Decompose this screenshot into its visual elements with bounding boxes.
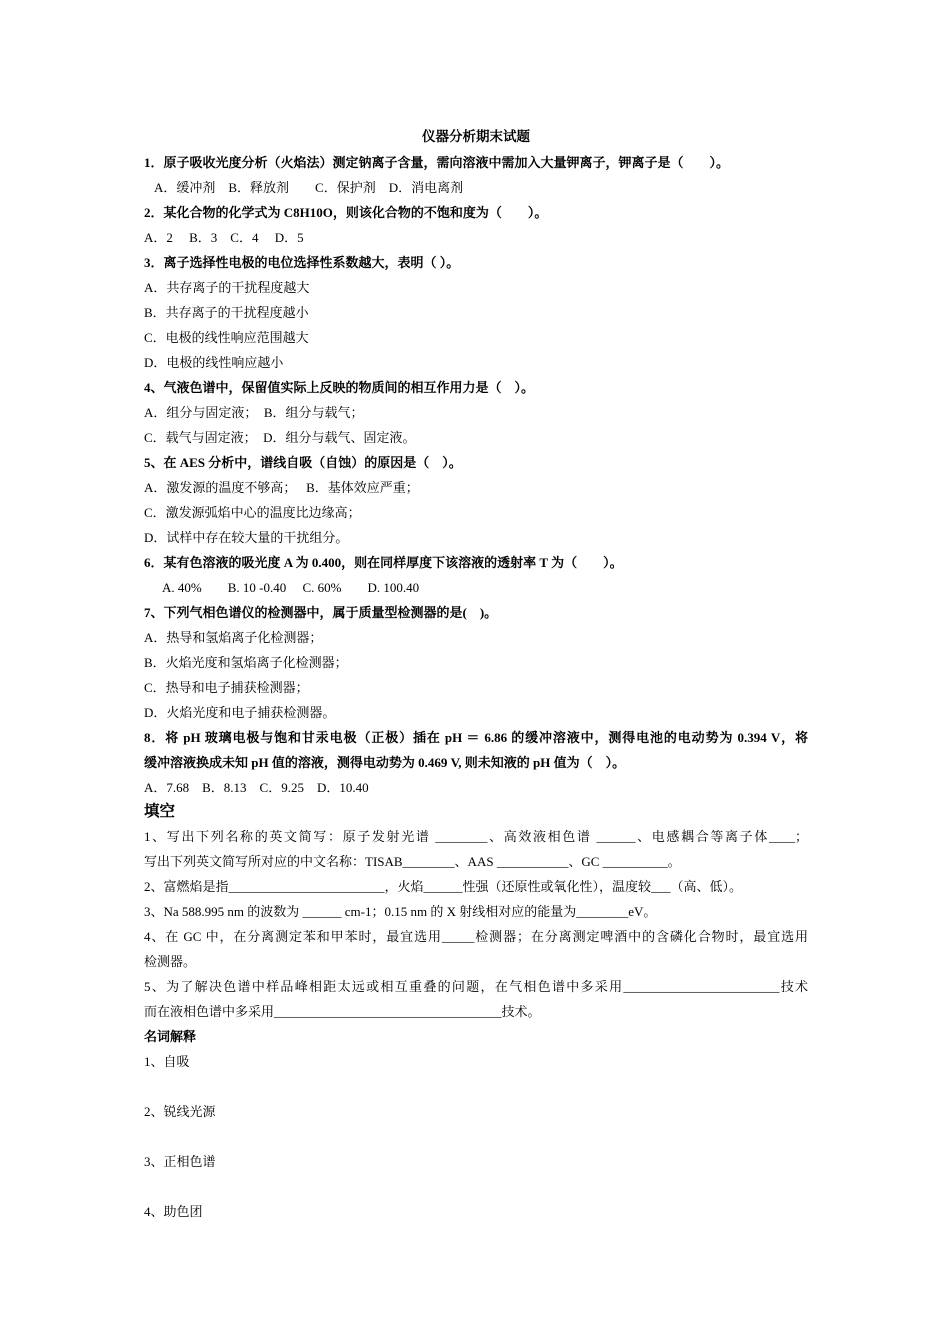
terms-section [144, 1049, 808, 1224]
fill-blank-line: 检测器。 [144, 954, 197, 969]
term-item: 4、助色团 [144, 1204, 203, 1219]
fill-blank-line: 而在液相色谱中多采用___________________________________技术。 [144, 1004, 541, 1019]
fill-blank-line: 5、为了解决色谱中样品峰相距太远或相互重叠的问题，在气相色谱中多采用________________________技术 [144, 979, 808, 994]
question-text: 5、在 AES 分析中，谱线自吸（自蚀）的原因是（ ）。 [144, 455, 462, 470]
option-text: A．2 B．3 C．4 D．5 [144, 230, 304, 245]
option-text: C．热导和电子捕获检测器； [144, 680, 309, 695]
question-text: 2．某化合物的化学式为 C8H10O，则该化合物的不饱和度为（ ）。 [144, 205, 548, 220]
exam-content [144, 127, 808, 1224]
option-text: D．试样中存在较大量的干扰组分。 [144, 530, 349, 545]
term-item: 2、锐线光源 [144, 1104, 216, 1119]
option-text: A．共存离子的干扰程度越大 [144, 280, 310, 295]
fill-blank-heading: 填空 [144, 803, 176, 820]
question-text: 缓冲溶液换成未知 pH 值的溶液，测得电动势为 0.469 V, 则未知液的 pH 值为（ ）。 [144, 755, 626, 770]
answer-space [144, 1174, 808, 1199]
multiple-choice-section [144, 150, 808, 800]
option-text: D．电极的线性响应越小 [144, 355, 284, 370]
question-text: 8．将 pH 玻璃电极与饱和甘汞电极（正极）插在 pH ＝ 6.86 的缓冲溶液中，测得电池的电动势为 0.394 V，将 [144, 730, 808, 745]
option-text: A．激发源的温度不够高； B．基体效应严重； [144, 480, 419, 495]
answer-space [144, 1124, 808, 1149]
option-text: C．激发源弧焰中心的温度比边缘高； [144, 505, 361, 520]
option-text: A．热导和氢焰离子化检测器； [144, 630, 323, 645]
fill-blank-section [144, 824, 808, 1024]
option-text: A．7.68 B．8.13 C．9.25 D．10.40 [144, 780, 369, 795]
option-text: C．载气与固定液； D．组分与载气、固定液。 [144, 430, 416, 445]
term-item: 3、正相色谱 [144, 1154, 216, 1169]
fill-blank-line: 2、富燃焰是指________________________，火焰______性强（还原性或氧化性），温度较___（高、低）。 [144, 879, 743, 894]
question-text: 6．某有色溶液的吸光度 A 为 0.400，则在同样厚度下该溶液的透射率 T 为（ ）。 [144, 555, 623, 570]
exam-title: 仪器分析期末试题 [422, 129, 530, 144]
option-text: C．电极的线性响应范围越大 [144, 330, 309, 345]
question-text: 1．原子吸收光度分析（火焰法）测定钠离子含量，需向溶液中需加入大量钾离子，钾离子是（ ）。 [144, 155, 730, 170]
question-text: 3．离子选择性电极的电位选择性系数越大，表明（ ）。 [144, 255, 460, 270]
option-text: D．火焰光度和电子捕获检测器。 [144, 705, 336, 720]
fill-blank-line: 1、写出下列名称的英文简写：原子发射光谱 ________、高效液相色谱 ______、电感耦合等离子体____； [144, 829, 808, 844]
question-text: 7、下列气相色谱仪的检测器中，属于质量型检测器的是( )。 [144, 605, 498, 620]
fill-blank-line: 写出下列英文简写所对应的中文名称：TISAB________、AAS ___________、GC __________。 [144, 854, 681, 869]
option-text: B．火焰光度和氢焰离子化检测器； [144, 655, 348, 670]
answer-space [144, 1074, 808, 1099]
option-text: A. 40% B. 10 -0.40 C. 60% D. 100.40 [162, 580, 420, 595]
fill-blank-line: 3、Na 588.995 nm 的波数为 ______ cm-1；0.15 nm 的 X 射线相对应的能量为________eV。 [144, 904, 657, 919]
option-text: B．共存离子的干扰程度越小 [144, 305, 309, 320]
fill-blank-line: 4、在 GC 中，在分离测定苯和甲苯时，最宜选用_____检测器；在分离测定啤酒中的含磷化合物时，最宜选用 [144, 929, 808, 944]
option-text: A．组分与固定液； B．组分与载气； [144, 405, 364, 420]
terms-heading: 名词解释 [144, 1029, 197, 1044]
option-text: A．缓冲剂 B．释放剂 C．保护剂 D．消电离剂 [154, 180, 464, 195]
term-item: 1、自吸 [144, 1054, 190, 1069]
question-text: 4、气液色谱中，保留值实际上反映的物质间的相互作用力是（ ）。 [144, 380, 535, 395]
